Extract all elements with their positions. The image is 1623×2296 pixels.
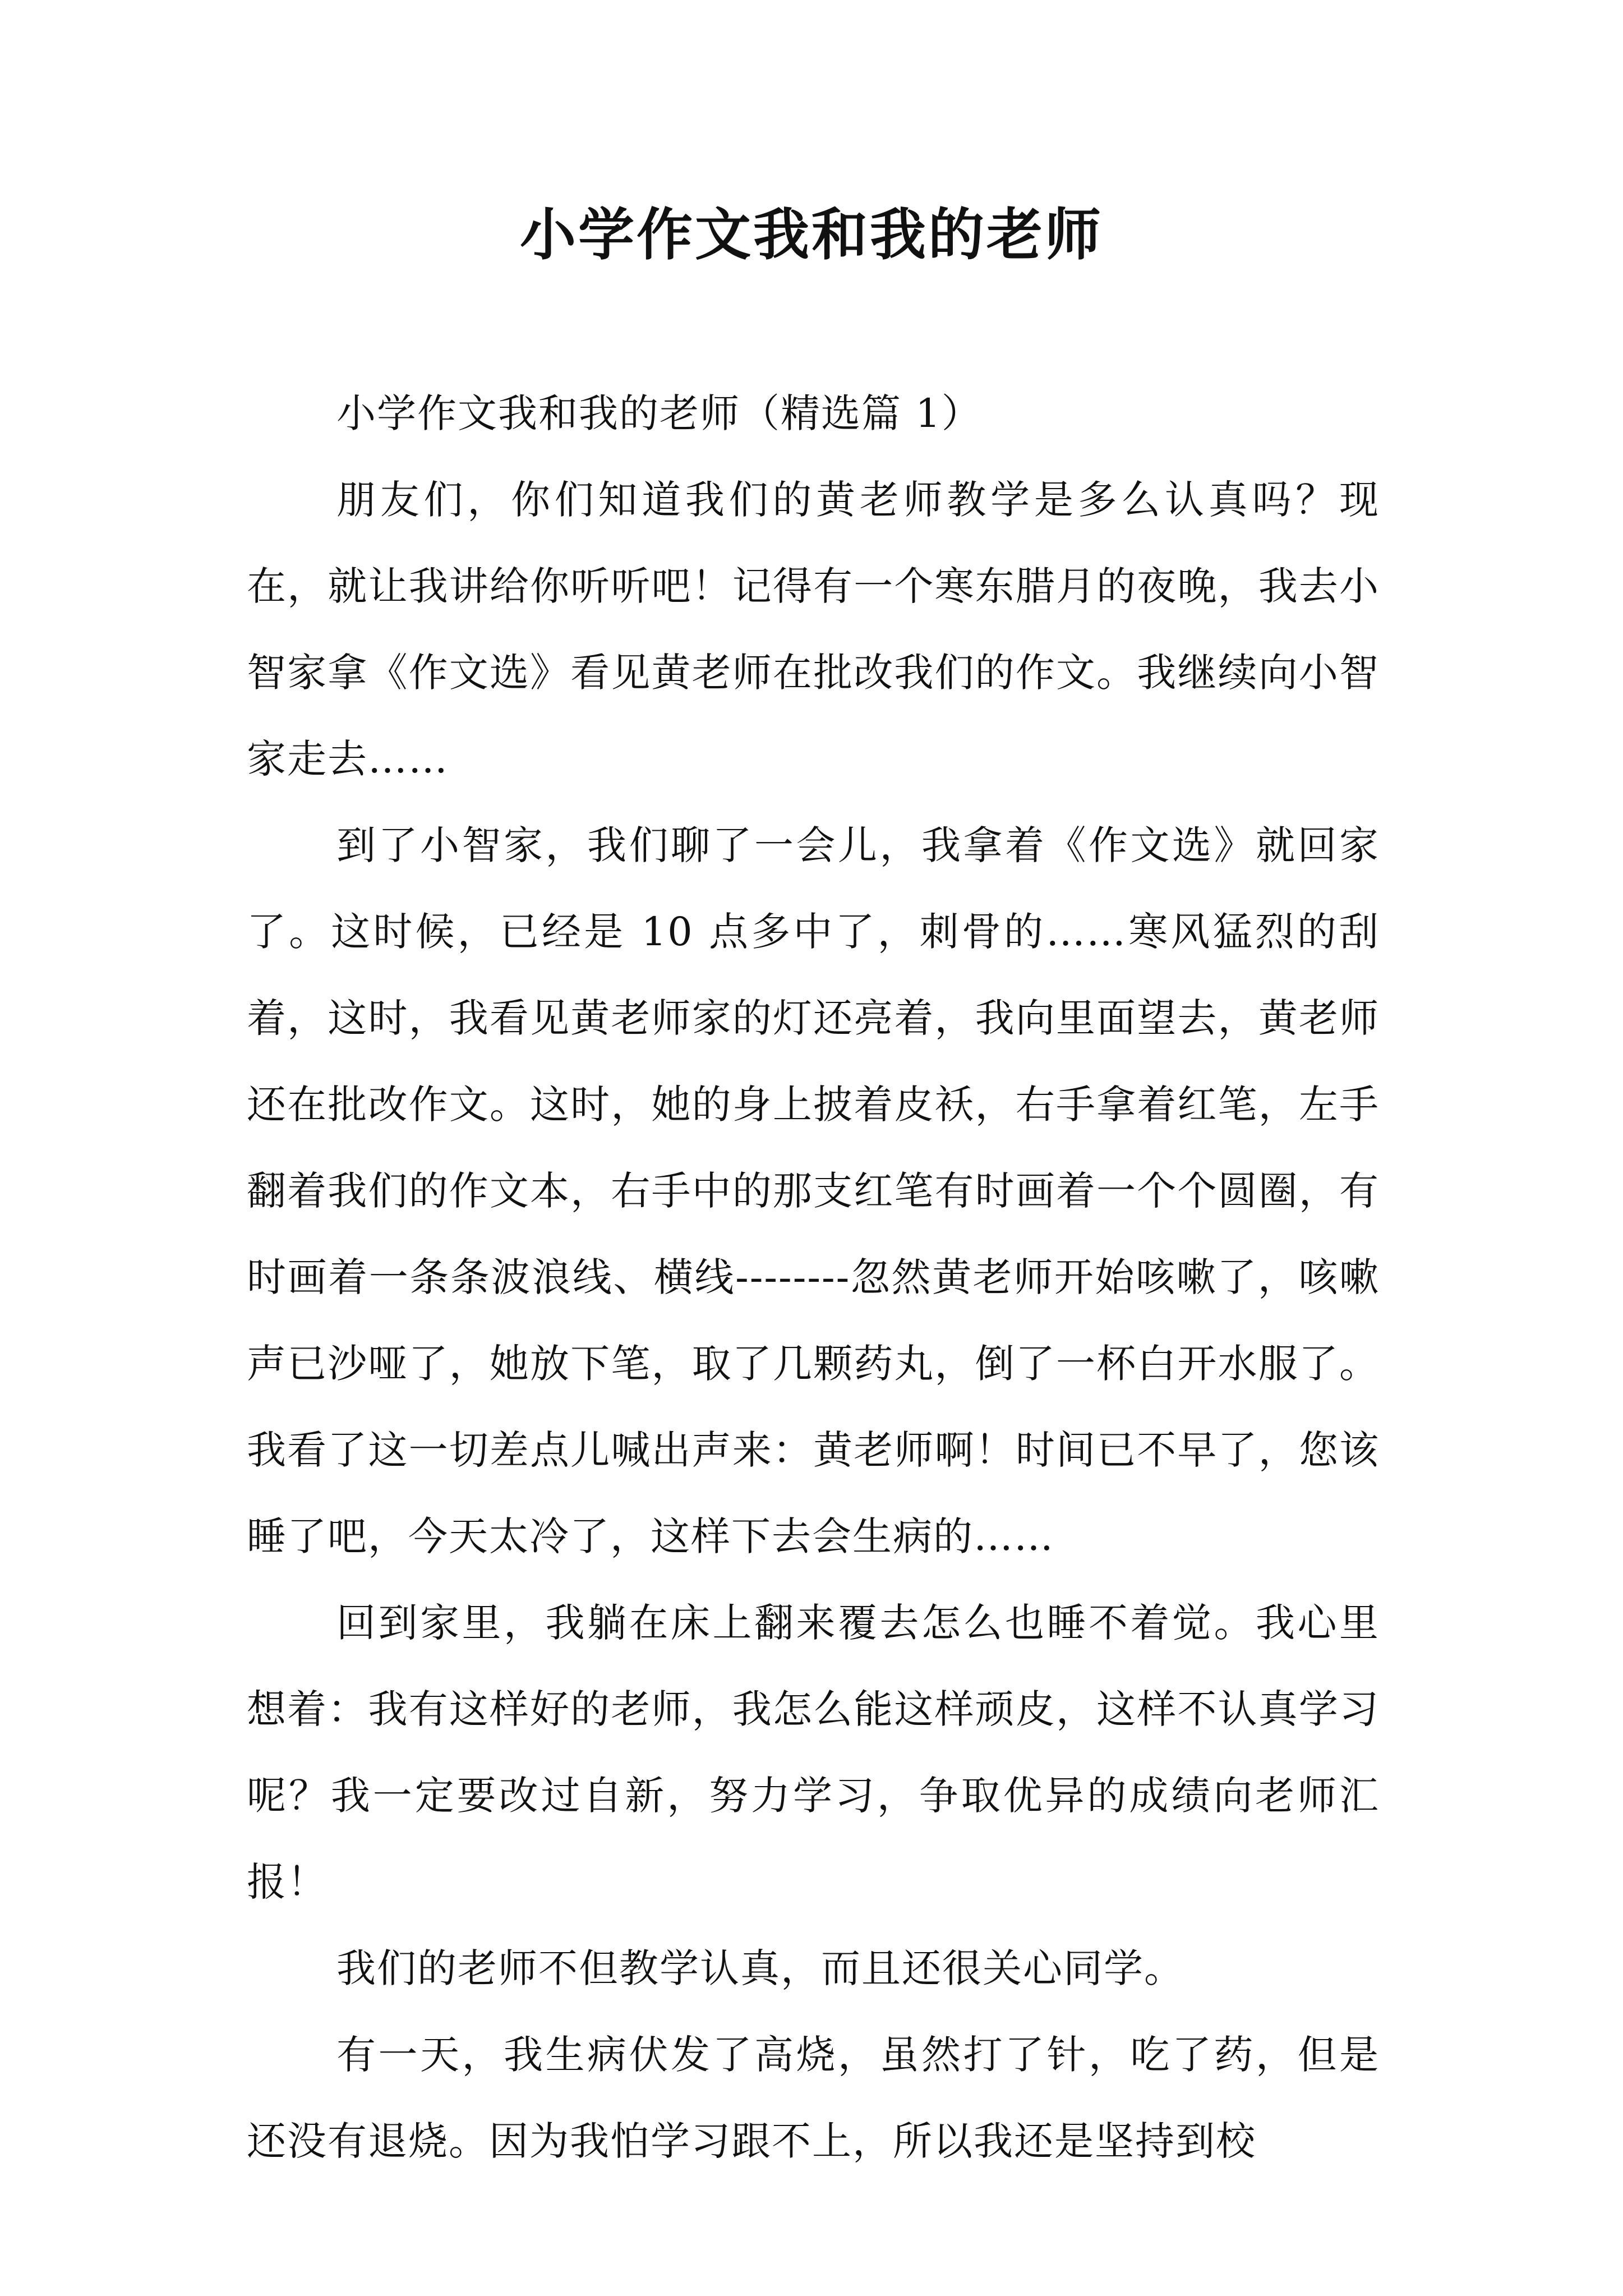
paragraph: 回到家里，我躺在床上翻来覆去怎么也睡不着觉。我心里想着：我有这样好的老师，我怎么能这样顽皮，这样不认真学习呢？我一定要改过自新，努力学习，争取优异的成绩向老师汇报！ bbox=[247, 1600, 1380, 1905]
paragraph: 到了小智家，我们聊了一会儿，我拿着《作文选》就回家了。这时候，已经是 10 点多中了，刺骨的……寒风猛烈的刮着，这时，我看见黄老师家的灯还亮着，我向里面望去，黄老师还在批改作文。这时，她的身上披着皮袄，右手拿着红笔，左手翻着我们的作文本，右手中的那支红笔有时画着一个个圆圈，有时画着一条条波浪线、横线--------忽然黄老师开始咳嗽了，咳嗽声已沙哑了，她放下笔，取了几颗药丸，倒了一杯白开水服了。我看了这一切差点儿喊出声来：黄老师啊！时间已不早了，您该睡了吧，今天太冷了，这样下去会生病的…… bbox=[247, 822, 1380, 1559]
document-body bbox=[247, 370, 1380, 2184]
paragraph: 朋友们，你们知道我们的黄老师教学是多么认真吗？现在，就让我讲给你听听吧！记得有一个寒东腊月的夜晚，我去小智家拿《作文选》看见黄老师在批改我们的作文。我继续向小智家走去…… bbox=[247, 477, 1380, 782]
paragraph: 我们的老师不但教学认真，而且还很关心同学。 bbox=[336, 1945, 1184, 1991]
paragraph: 有一天，我生病伏发了高烧，虽然打了针，吃了药，但是还没有退烧。因为我怕学习跟不上，所以我还是坚持到校 bbox=[247, 2032, 1380, 2164]
document-title: 小学作文我和我的老师 bbox=[520, 201, 1103, 268]
paragraph-heading: 小学作文我和我的老师（精选篇 1） bbox=[336, 390, 982, 436]
